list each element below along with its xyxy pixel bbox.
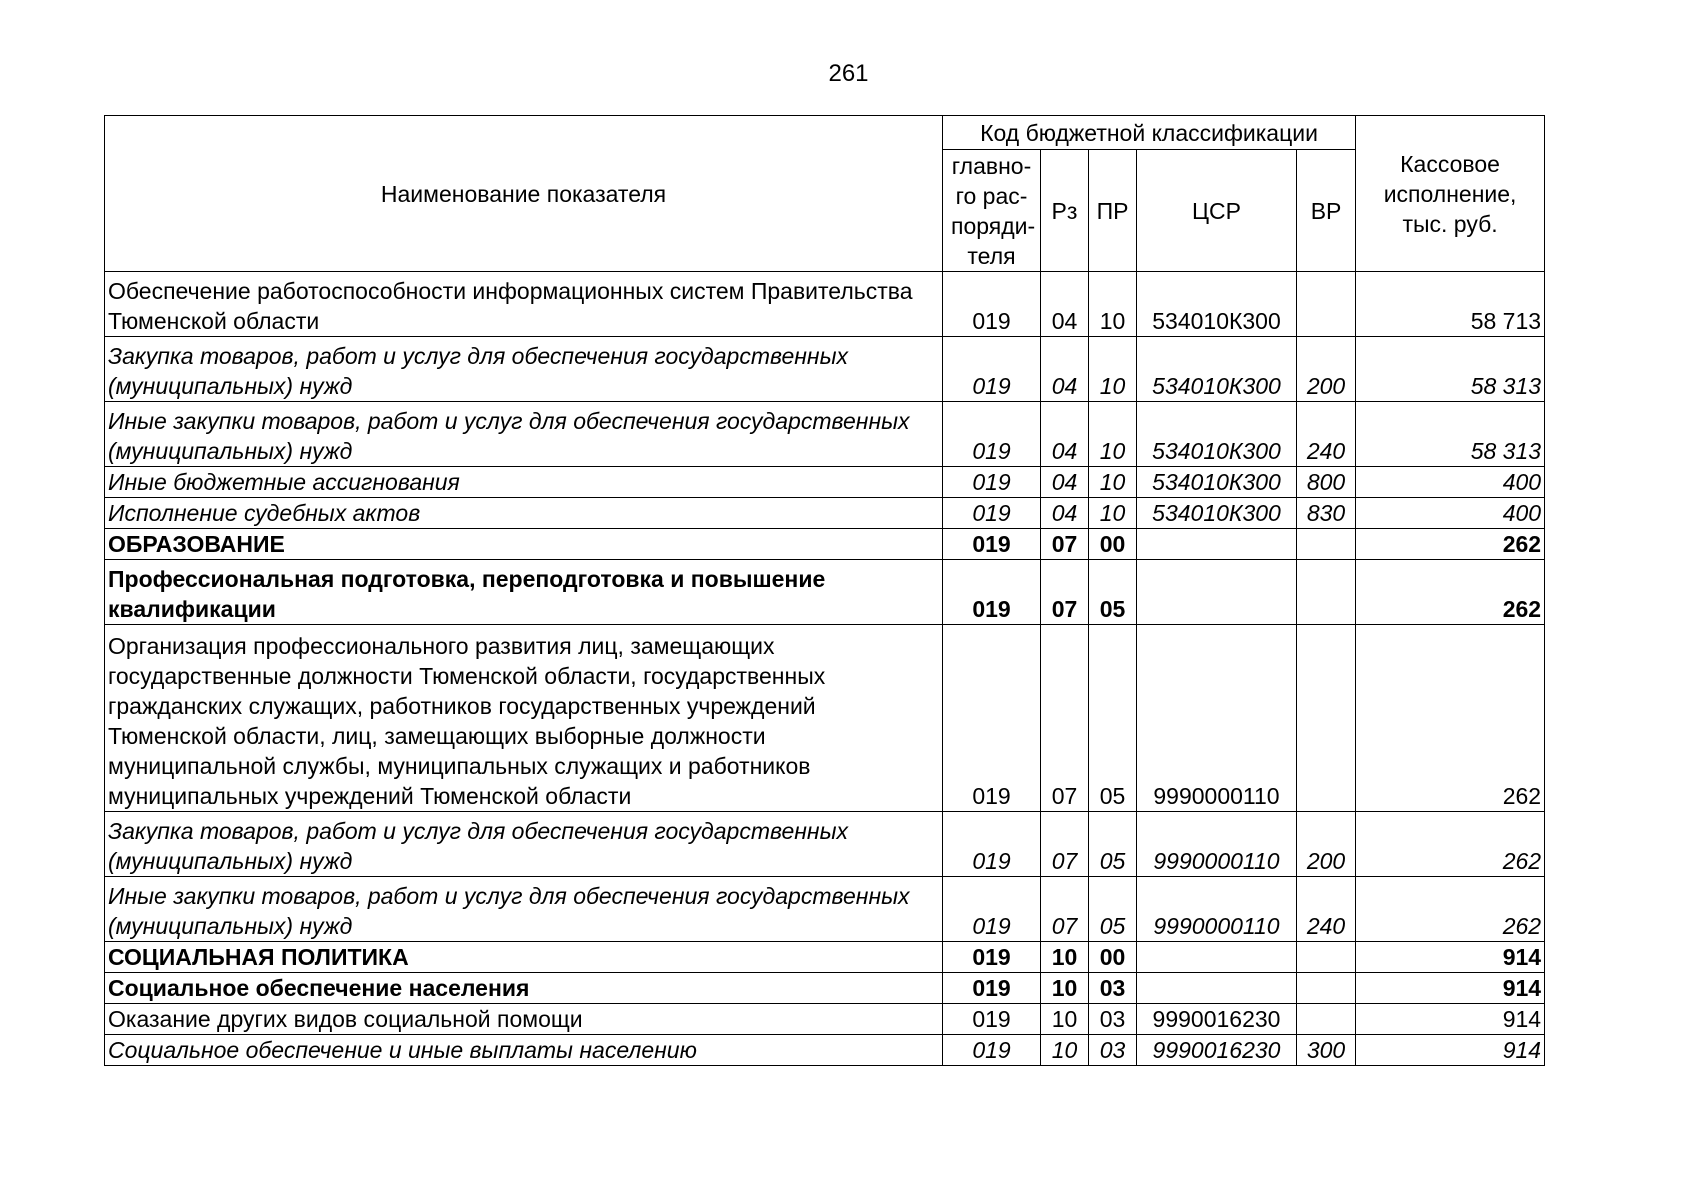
row-pr: 10 xyxy=(1089,337,1137,402)
row-grbs: 019 xyxy=(943,337,1041,402)
row-rz: 07 xyxy=(1041,877,1089,942)
row-rz: 10 xyxy=(1041,942,1089,973)
row-amount: 400 xyxy=(1356,467,1545,498)
row-name: СОЦИАЛЬНАЯ ПОЛИТИКА xyxy=(105,942,943,973)
row-pr: 10 xyxy=(1089,467,1137,498)
header-rz: Рз xyxy=(1041,150,1089,272)
row-grbs: 019 xyxy=(943,498,1041,529)
row-rz: 04 xyxy=(1041,402,1089,467)
row-rz: 07 xyxy=(1041,529,1089,560)
row-grbs: 019 xyxy=(943,973,1041,1004)
row-csr: 534010К300 xyxy=(1137,272,1297,337)
row-grbs: 019 xyxy=(943,942,1041,973)
row-name: Закупка товаров, работ и услуг для обеспечения государственных (муниципальных) нужд xyxy=(105,337,943,402)
row-pr: 05 xyxy=(1089,625,1137,812)
row-name: Обеспечение работоспособности информационных систем Правительства Тюменской области xyxy=(105,272,943,337)
table-row xyxy=(105,337,1545,402)
header-pr: ПР xyxy=(1089,150,1137,272)
row-grbs: 019 xyxy=(943,812,1041,877)
row-grbs: 019 xyxy=(943,402,1041,467)
table-row xyxy=(105,973,1545,1004)
row-name: Исполнение судебных актов xyxy=(105,498,943,529)
table-row xyxy=(105,402,1545,467)
header-grbs: главно-го рас-поряди-теля xyxy=(943,150,1041,272)
row-csr: 9990016230 xyxy=(1137,1004,1297,1035)
row-rz: 04 xyxy=(1041,498,1089,529)
page-number: 261 xyxy=(828,60,869,87)
row-grbs: 019 xyxy=(943,529,1041,560)
header-name: Наименование показателя xyxy=(105,116,943,272)
row-pr: 05 xyxy=(1089,560,1137,625)
row-grbs: 019 xyxy=(943,560,1041,625)
header-csr: ЦСР xyxy=(1137,150,1297,272)
row-amount: 914 xyxy=(1356,1004,1545,1035)
table-row xyxy=(105,272,1545,337)
table-row xyxy=(105,467,1545,498)
row-rz: 04 xyxy=(1041,272,1089,337)
row-amount: 914 xyxy=(1356,942,1545,973)
row-name: Оказание других видов социальной помощи xyxy=(105,1004,943,1035)
row-csr xyxy=(1137,973,1297,1004)
row-rz: 07 xyxy=(1041,560,1089,625)
row-vr xyxy=(1297,529,1356,560)
row-csr: 9990000110 xyxy=(1137,625,1297,812)
row-rz: 07 xyxy=(1041,625,1089,812)
row-csr xyxy=(1137,560,1297,625)
row-amount: 914 xyxy=(1356,973,1545,1004)
row-csr xyxy=(1137,529,1297,560)
row-amount: 262 xyxy=(1356,529,1545,560)
row-pr: 03 xyxy=(1089,1035,1137,1066)
row-name: ОБРАЗОВАНИЕ xyxy=(105,529,943,560)
row-amount: 58 313 xyxy=(1356,337,1545,402)
row-vr xyxy=(1297,973,1356,1004)
row-grbs: 019 xyxy=(943,625,1041,812)
row-pr: 10 xyxy=(1089,498,1137,529)
row-vr xyxy=(1297,1004,1356,1035)
row-vr: 800 xyxy=(1297,467,1356,498)
row-pr: 03 xyxy=(1089,1004,1137,1035)
row-vr xyxy=(1297,942,1356,973)
row-grbs: 019 xyxy=(943,877,1041,942)
row-csr: 9990016230 xyxy=(1137,1035,1297,1066)
row-csr: 534010К300 xyxy=(1137,402,1297,467)
row-pr: 05 xyxy=(1089,877,1137,942)
row-name: Закупка товаров, работ и услуг для обеспечения государственных (муниципальных) нужд xyxy=(105,812,943,877)
row-name: Организация профессионального развития лиц, замещающих государственные должности Тюменской области, государственных гражданских служащих, работников государственных учреждений Тюменской области, лиц, замещающих выборные должности муниципальной службы, муниципальных служащих и работников муниципальных учреждений Тюменской области xyxy=(105,625,943,812)
table-row xyxy=(105,812,1545,877)
row-pr: 00 xyxy=(1089,942,1137,973)
row-vr: 240 xyxy=(1297,402,1356,467)
table-row xyxy=(105,1004,1545,1035)
table-row xyxy=(105,529,1545,560)
row-pr: 10 xyxy=(1089,272,1137,337)
row-amount: 262 xyxy=(1356,812,1545,877)
row-name: Иные закупки товаров, работ и услуг для обеспечения государственных (муниципальных) нужд xyxy=(105,877,943,942)
row-csr: 9990000110 xyxy=(1137,877,1297,942)
table-row xyxy=(105,1035,1545,1066)
header-amount: Кассовое исполнение, тыс. руб. xyxy=(1356,116,1545,272)
row-pr: 05 xyxy=(1089,812,1137,877)
header-vr: ВР xyxy=(1297,150,1356,272)
row-rz: 10 xyxy=(1041,973,1089,1004)
row-name: Социальное обеспечение населения xyxy=(105,973,943,1004)
row-vr: 200 xyxy=(1297,337,1356,402)
row-amount: 262 xyxy=(1356,625,1545,812)
row-vr: 300 xyxy=(1297,1035,1356,1066)
row-amount: 400 xyxy=(1356,498,1545,529)
row-vr xyxy=(1297,560,1356,625)
row-vr xyxy=(1297,625,1356,812)
row-vr: 240 xyxy=(1297,877,1356,942)
row-grbs: 019 xyxy=(943,1004,1041,1035)
row-pr: 10 xyxy=(1089,402,1137,467)
row-name: Социальное обеспечение и иные выплаты населению xyxy=(105,1035,943,1066)
row-rz: 10 xyxy=(1041,1004,1089,1035)
row-grbs: 019 xyxy=(943,1035,1041,1066)
table-row xyxy=(105,498,1545,529)
row-csr xyxy=(1137,942,1297,973)
row-rz: 04 xyxy=(1041,467,1089,498)
row-amount: 914 xyxy=(1356,1035,1545,1066)
row-pr: 00 xyxy=(1089,529,1137,560)
table-row xyxy=(105,877,1545,942)
row-grbs: 019 xyxy=(943,467,1041,498)
row-rz: 04 xyxy=(1041,337,1089,402)
row-vr: 830 xyxy=(1297,498,1356,529)
table-row xyxy=(105,560,1545,625)
row-amount: 262 xyxy=(1356,877,1545,942)
row-grbs: 019 xyxy=(943,272,1041,337)
row-vr: 200 xyxy=(1297,812,1356,877)
table-row xyxy=(105,942,1545,973)
budget-table xyxy=(104,115,1545,1066)
row-vr xyxy=(1297,272,1356,337)
row-csr: 9990000110 xyxy=(1137,812,1297,877)
header-code-group: Код бюджетной классификации xyxy=(943,116,1356,150)
row-csr: 534010К300 xyxy=(1137,467,1297,498)
row-amount: 58 313 xyxy=(1356,402,1545,467)
row-name: Профессиональная подготовка, переподготовка и повышение квалификации xyxy=(105,560,943,625)
row-csr: 534010К300 xyxy=(1137,337,1297,402)
row-rz: 07 xyxy=(1041,812,1089,877)
row-rz: 10 xyxy=(1041,1035,1089,1066)
row-amount: 262 xyxy=(1356,560,1545,625)
row-pr: 03 xyxy=(1089,973,1137,1004)
row-name: Иные бюджетные ассигнования xyxy=(105,467,943,498)
row-csr: 534010К300 xyxy=(1137,498,1297,529)
table-row xyxy=(105,625,1545,812)
row-amount: 58 713 xyxy=(1356,272,1545,337)
row-name: Иные закупки товаров, работ и услуг для обеспечения государственных (муниципальных) нужд xyxy=(105,402,943,467)
